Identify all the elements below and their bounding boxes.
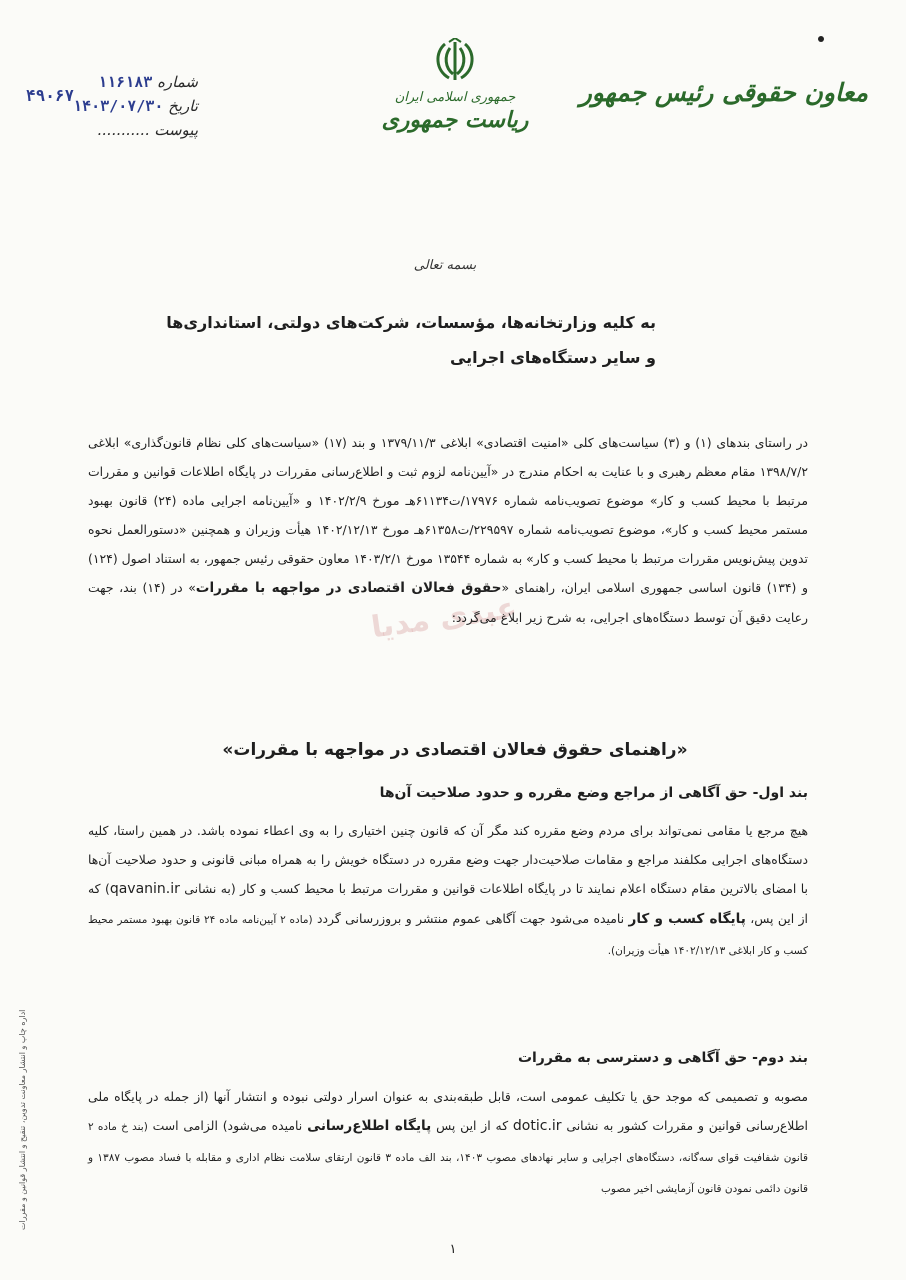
reference-block [28, 70, 198, 142]
section2-site: dotic.ir [512, 1118, 562, 1134]
section1-title: بند اول- حق آگاهی از مراجع وضع مقرره و حدود صلاحیت آن‌ها [379, 785, 808, 801]
office-title: معاون حقوقی رئیس جمهور [579, 78, 868, 107]
iran-emblem-icon [431, 38, 479, 84]
section1-text3: نامیده می‌شود جهت آگاهی عموم منتشر و بروزرسانی گردد [312, 911, 629, 926]
emblem-line1: جمهوری اسلامی ایران [394, 90, 516, 105]
section2-note: (بند خ ماده ۲ قانون شفافیت قوای سه‌گانه، دستگاه‌های اجرایی و سایر نهادهای مصوب ۱۴۰۳، بند الف ماده ۳ قانون ارتقای سلامت نظام اداری و مقابله با فساد مصوب ۱۳۸۷ و قانون دائمی نمودن قانون آزمایشی اخیر مصوب [88, 1121, 808, 1195]
section2-text2: که از این پس [431, 1118, 513, 1133]
guide-title: «راهنمای حقوق فعالان اقتصادی در مواجهه با مقررات» [222, 740, 688, 760]
date-value: ۱۴۰۳/۰۷/۳۰ [73, 97, 164, 115]
section2-text1: مصوبه و تصمیمی که موجد حق یا تکلیف عمومی است، قابل طبقه‌بندی به عنوان اسرار دولتی نبوده و انتشار آنها (از جمله در پایگاه ملی اطلاع‌رسانی قوانین و مقررات کشور به نشانی [88, 1089, 809, 1133]
section2-title: بند دوم- حق آگاهی و دسترسی به مقررات [517, 1050, 808, 1066]
section2-text3: نامیده می‌شود) الزامی است [147, 1118, 308, 1133]
section1-site: qavanin.ir [109, 881, 180, 897]
emblem-line2: ریاست جمهوری [381, 107, 529, 133]
addressee-line2: و سایر دستگاه‌های اجرایی [449, 348, 656, 367]
invocation: بسمه تعالی [413, 258, 477, 273]
section2-bold: پایگاه اطلاع‌رسانی [307, 1118, 432, 1134]
attachment-value: ........... [97, 121, 150, 139]
number-extra: ۴۹۰۶۷ [26, 86, 75, 105]
intro-paragraph [88, 428, 808, 632]
number-value: ۱۱۶۱۸۳ [98, 73, 153, 91]
intro-part1: در راستای بندهای (۱) و (۳) سیاست‌های کلی «امنیت اقتصادی» ابلاغی ۱۳۷۹/۱۱/۳ و بند (۱۷) «سیاست‌های کلی نظام قانون‌گذاری» ابلاغی ۱۳۹۸/۷/۲ مقام معظم رهبری و با عنایت به احکام مندرج در «آیین‌نامه لزوم ثبت و اطلاع‌رسانی مقررات در پایگاه اطلاعات قوانین و مقررات مرتبط با محیط کسب و کار» موضوع تصویب‌نامه شماره ۱۷۹۷۶/ت۶۱۱۳۴هـ مورخ ۱۴۰۲/۲/۹ و «آیین‌نامه اجرایی ماده (۲۴) قانون بهبود مستمر محیط کسب و کار»، موضوع تصویب‌نامه شماره ۲۲۹۵۹۷/ت۶۱۳۵۸هـ مورخ ۱۴۰۲/۱۲/۱۳ هیأت وزیران و همچنین «دستورالعمل نحوه تدوین پیش‌نویس مقررات مرتبط با محیط کسب و کار» به شماره ۱۳۵۴۴ مورخ ۱۴۰۳/۲/۱ معاون حقوقی رئیس جمهور، به استناد اصول (۱۲۴) و (۱۳۴) قانون اساسی جمهوری اسلامی ایران، راهنمای « [88, 435, 809, 595]
section1-paragraph [88, 816, 808, 966]
section1-text1: هیچ مرجع یا مقامی نمی‌تواند برای مردم وضع مقرره کند مگر آن که قانون چنین اختیاری را به وی اعطاء نموده باشد. در همین راستا، کلیه دستگاه‌های اجرایی مکلفند مراجع و مقامات صلاحیت‌دار جهت وضع مقرره در دستگاه خویش را به همراه مبانی قانونی و حدود صلاحیت آن‌ها با امضای بالاترین مقام دستگاه اعلام نمایند تا در پایگاه اطلاعات قوانین و مقررات مرتبط با محیط کسب و کار (به نشانی [88, 823, 808, 896]
emblem-block [380, 38, 530, 133]
number-label: شماره [157, 73, 198, 91]
watermark: عبدی مدیا [369, 590, 520, 646]
addressee-line1: به کلیه وزارتخانه‌ها، مؤسسات، شرکت‌های دولتی، استانداری‌ها [166, 313, 656, 332]
intro-part2: » در (۱۴) بند، جهت رعایت دقیق آن توسط دستگاه‌های اجرایی، به شرح زیر ابلاغ می‌گردد: [88, 580, 808, 625]
section1-bold: پایگاه کسب و کار [628, 911, 746, 927]
section2-paragraph [88, 1082, 808, 1204]
side-note: اداره چاپ و انتشار معاونت تدوین، تنقیح و انتشار قوانین و مقررات [18, 1010, 27, 1231]
page-number: ۱ [449, 1242, 457, 1257]
date-label: تاریخ [168, 97, 198, 115]
attachment-label: پیوست [154, 121, 198, 139]
section1-text2: ) که از این پس، [88, 881, 809, 926]
ink-dot [818, 36, 824, 42]
intro-bold: حقوق فعالان اقتصادی در مواجهه با مقررات [195, 580, 502, 596]
section1-note: (ماده ۲ آیین‌نامه ماده ۲۴ قانون بهبود مستمر محیط کسب و کار ابلاغی ۱۴۰۲/۱۲/۱۳ هیأت وزیران). [88, 914, 808, 957]
attachment-row [28, 118, 198, 142]
